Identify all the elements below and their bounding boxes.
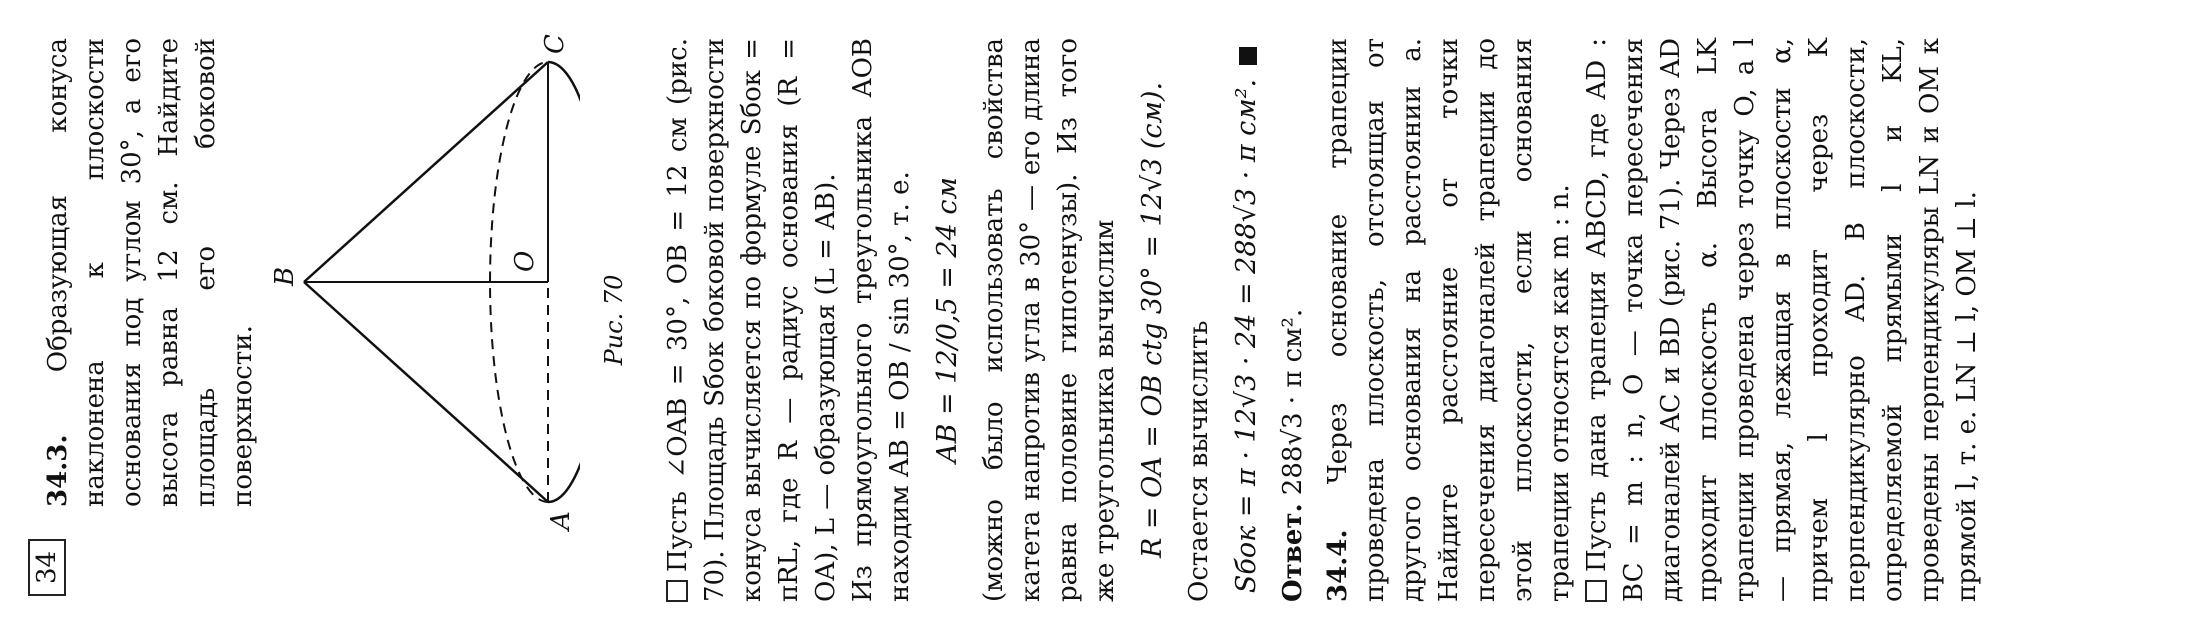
- solution-34-3: [660, 38, 1312, 602]
- formula-area: [1228, 38, 1265, 602]
- label-C: C: [540, 34, 570, 54]
- label-A: A: [546, 511, 576, 530]
- cone-diagram: [280, 38, 580, 602]
- problem-statement-34-4: Через основание трапеции проведена плоскость, отстоящая от другого основания на расстоянии a. Найдите расстояние от точки пересечения диагоналей трапеции до этой плоскости, если основания трапеции относятся как m : n.: [1323, 37, 1575, 602]
- solution-paragraph-4: Остается вычислить: [1184, 320, 1214, 602]
- figure-70-cone: [270, 34, 650, 602]
- generatrix-BC: [304, 62, 548, 282]
- problem-34-3: [40, 38, 262, 602]
- label-B: B: [270, 266, 300, 286]
- end-of-proof-icon: [1239, 47, 1257, 65]
- problem-number-34-4: 34.4.: [1323, 529, 1353, 602]
- problem-34-4: [1320, 38, 1986, 602]
- solution-paragraph-3: (можно было использовать свойства катета напротив угла в 30° — его длина равна половине гипотенузы). Из того же треугольника вычислим: [979, 38, 1120, 602]
- solution-start-icon-34-4: [1585, 580, 1607, 602]
- label-O: O: [510, 250, 540, 272]
- problem-number: 34.3.: [43, 434, 73, 507]
- page-number: 34: [28, 539, 66, 596]
- figure-caption: Рис. 70: [600, 274, 628, 366]
- answer-label: Ответ.: [1278, 503, 1308, 602]
- solution-start-icon: [666, 580, 688, 602]
- formula-ab: AB = 12/0,5 = 24 см: [932, 177, 963, 463]
- formula-area-text: Sбок = π · 12√3 · 24 = 288√3 · π см².: [1231, 78, 1262, 594]
- problem-statement: Образующая конуса наклонена к плоскости основания под углом 30°, а его высота равна 12 см. Найдите площадь его боковой поверхности.: [43, 38, 258, 507]
- base-front-arc: [548, 62, 580, 502]
- formula-radius: R = OA = OB ctg 30° = 12√3 (см).: [1137, 81, 1168, 559]
- solution-34-4-text: Пусть дана трапеция ABCD, где AD : BC = m : n, O — точка пересечения диагоналей AC и BD (рис. 71). Через AD проходит плоскость α. Высота LK трапеции проведена через точку O, а l — прямая, лежащая в плоскости α, причем l проходит через K перпендикулярно AD. В плоскости, определяемой прямыми l и KL, проведены перпендикуляры LN и OM к прямой l, т. е. LN ⊥ l, OM ⊥ l.: [1582, 38, 1982, 602]
- solution-paragraph-2: Из прямоугольного треугольника AOB находим AB = OB / sin 30°, т. е.: [848, 38, 915, 602]
- solution-paragraph-1: Пусть ∠OAB = 30°, OB = 12 см (рис. 70). Площадь Sбок боковой поверхности конуса вычисляется по формуле Sбок = πRL, где R — радиус основания (R = OA), L — образующая (L = AB).: [663, 38, 841, 602]
- generatrix-BA: [304, 282, 548, 502]
- answer-value: 288√3 · π см².: [1278, 308, 1308, 496]
